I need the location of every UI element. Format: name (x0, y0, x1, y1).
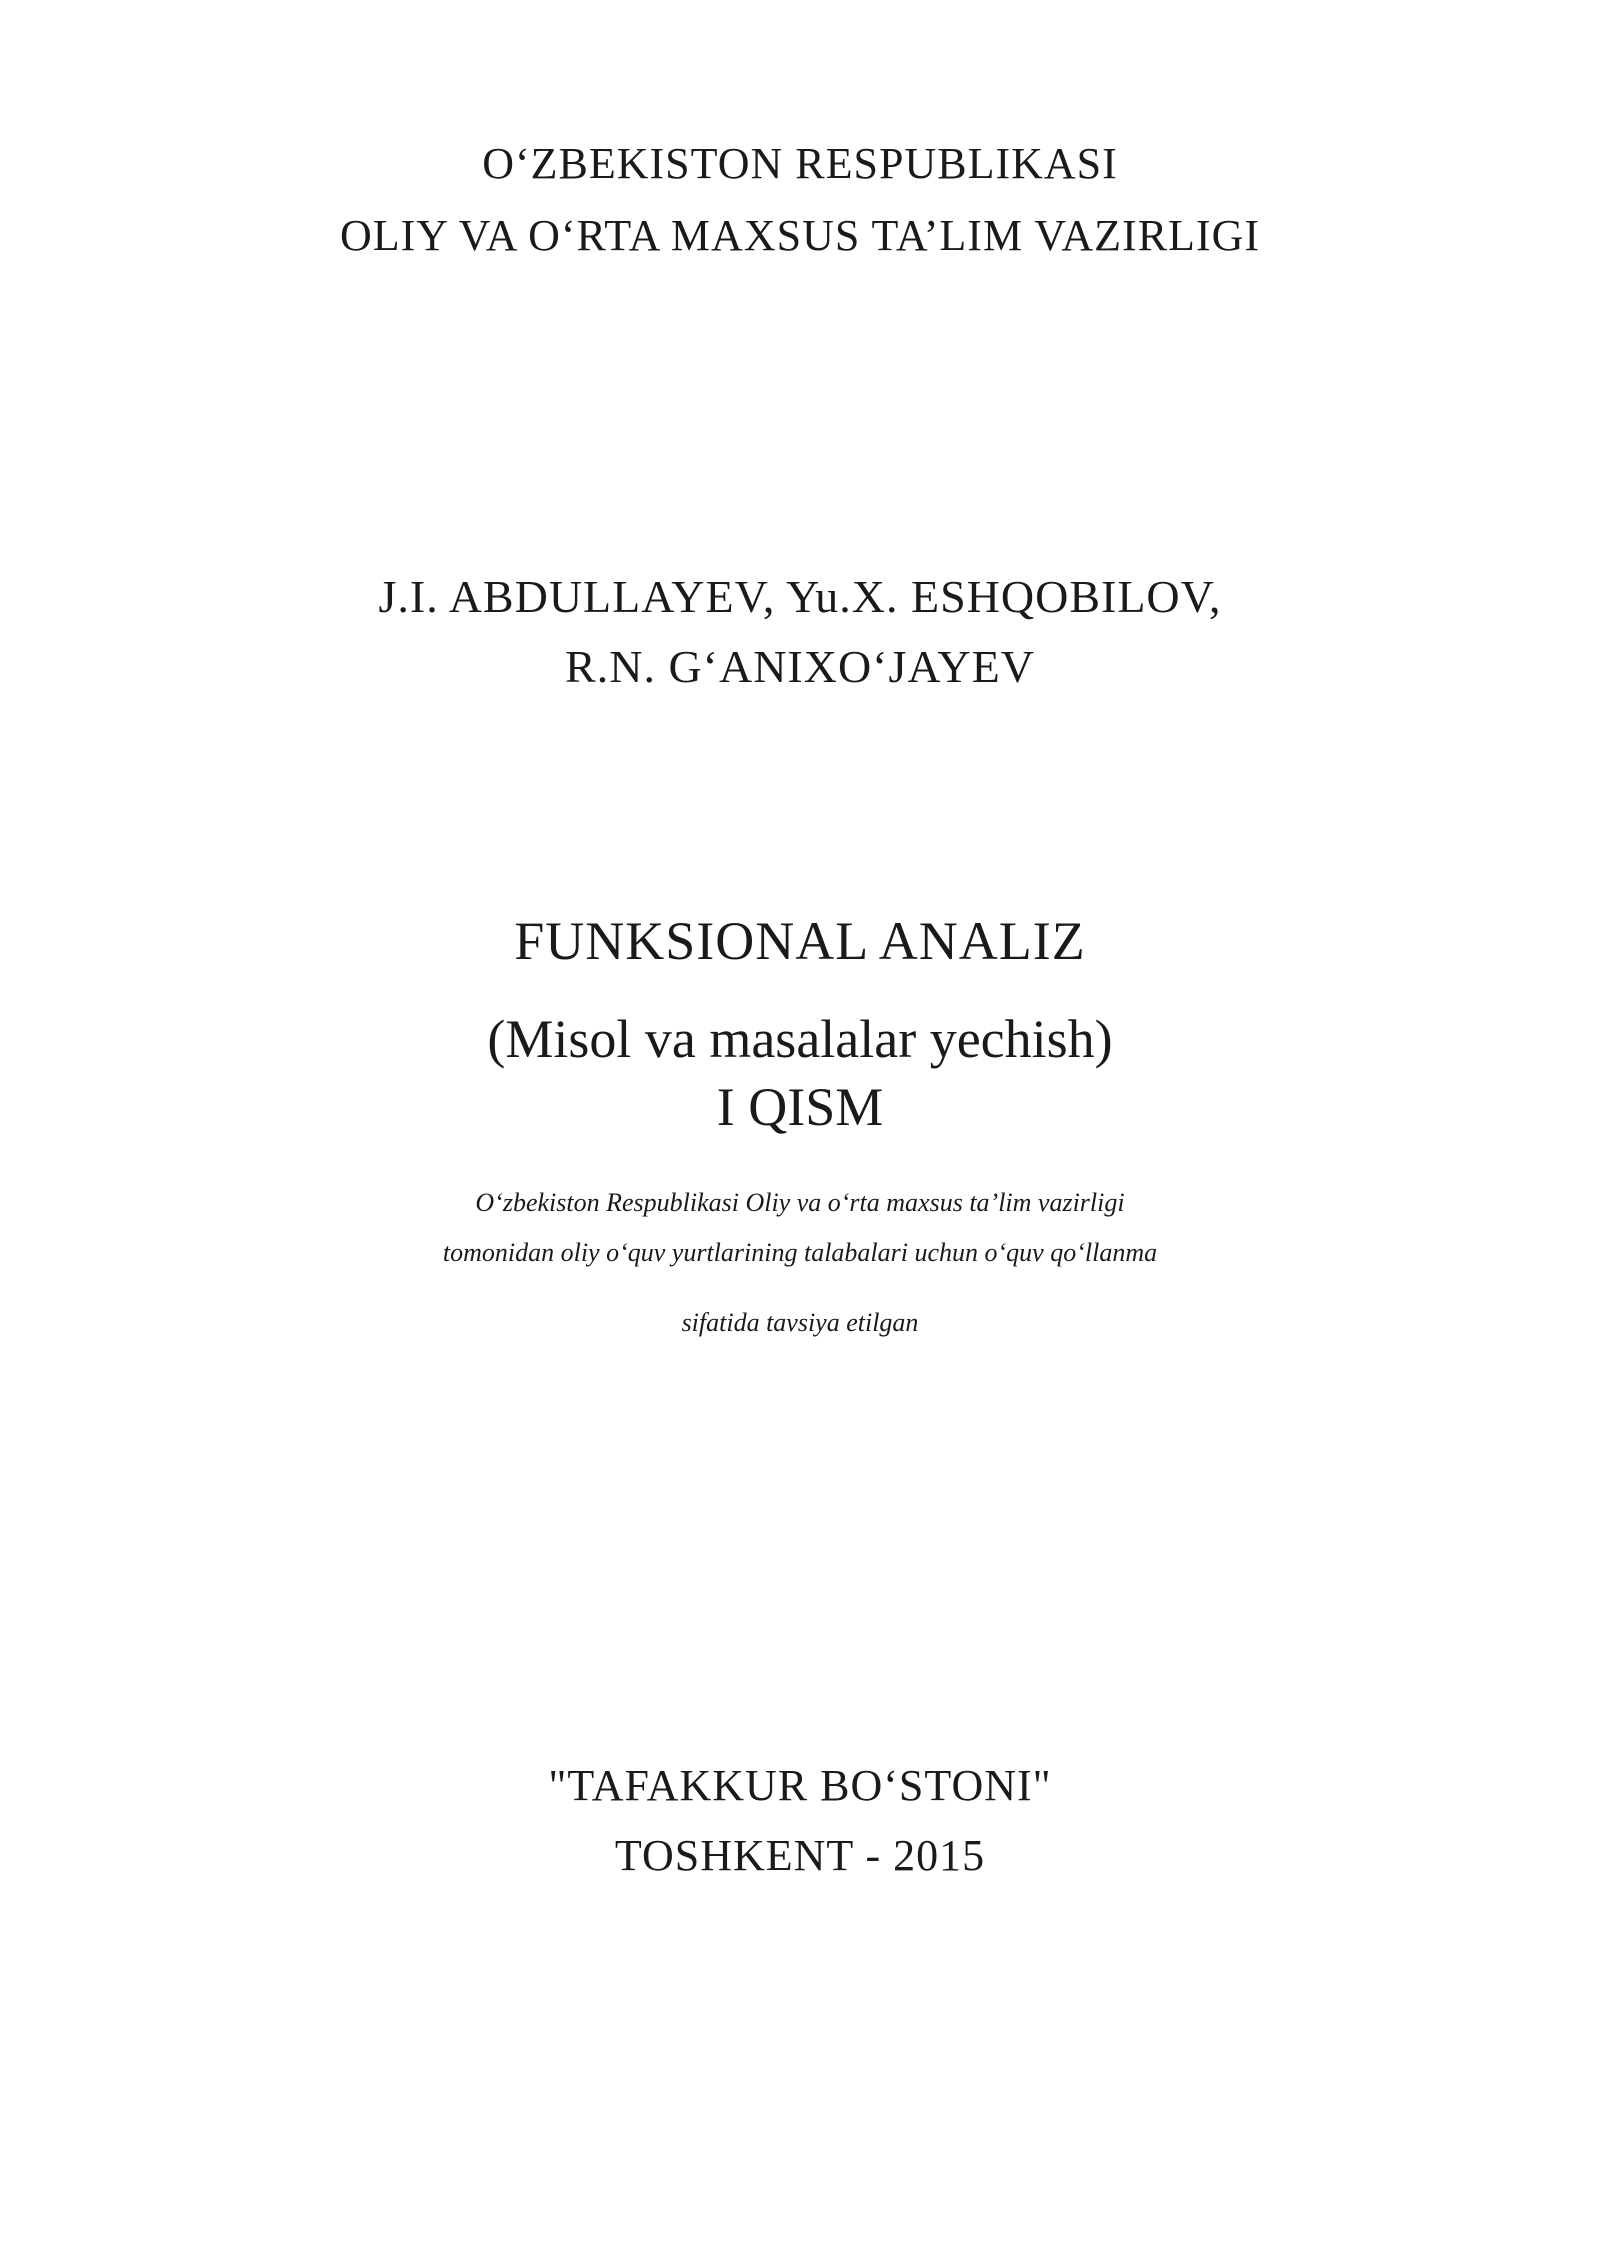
book-title: FUNKSIONAL ANALIZ (514, 911, 1086, 971)
book-part: I QISM (716, 1077, 884, 1137)
publisher-city-year: TOSHKENT - 2015 (614, 1831, 986, 1880)
publisher-name: "TAFAKKUR BO‘STONI" (548, 1761, 1052, 1810)
authors-line-1: J.I. ABDULLAYEV, Yu.X. ESHQOBILOV, (378, 571, 1222, 622)
approval-line-1: O‘zbekiston Respublikasi Oliy va o‘rta maxsus ta’lim vazirligi (475, 1188, 1125, 1217)
approval-line-3: sifatida tavsiya etilgan (681, 1308, 919, 1337)
authors-line-2: R.N. G‘ANIXO‘JAYEV (565, 641, 1035, 692)
approval-line-2: tomonidan oliy o‘quv yurtlarining talabalari uchun o‘quv qo‘llanma (442, 1238, 1158, 1267)
ministry-line-2: OLIY VA O‘RTA MAXSUS TA’LIM VAZIRLIGI (339, 211, 1260, 260)
book-subtitle: (Misol va masalalar yechish) (487, 1009, 1113, 1069)
ministry-line-1: O‘ZBEKISTON RESPUBLIKASI (482, 139, 1118, 188)
